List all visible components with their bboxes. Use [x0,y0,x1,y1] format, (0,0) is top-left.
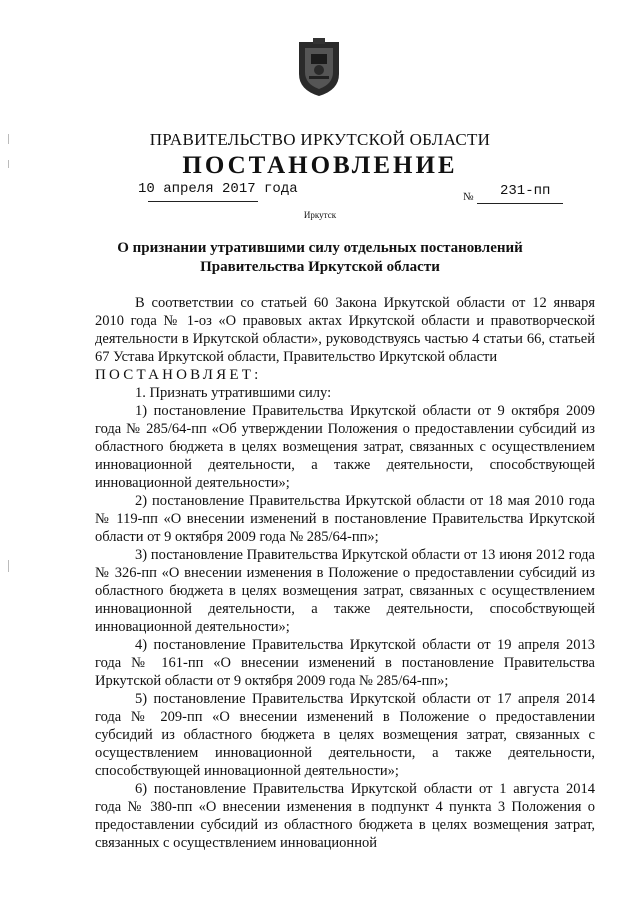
document-body [95,294,595,852]
preamble-paragraph: В соответствии со статьей 60 Закона Иркутской области от 12 января 2010 года № 1-оз «О правовых актах Иркутской области и правотворческой деятельности в Иркутской области», руководствуясь частью 4 статьи 66, статьей 67 Устава Иркутской области, Правительство Иркутской области [95,295,595,365]
date-underline [148,201,258,202]
list-item: 1) постановление Правительства Иркутской области от 9 октября 2009 года № 285/64-пп «Об утверждении Положения о предоставлении субсидий из областного бюджета в целях возмещения затрат, связанных с осуществлением инновационной деятельности, а также деятельности, способствующей инновационной деятельности»; [95,403,595,491]
document-subject [110,239,530,277]
point-paragraph: 1. Признать утратившими силу: [135,385,332,401]
document-type: ПОСТАНОВЛЕНИЕ [182,152,458,179]
list-item: 6) постановление Правительства Иркутской области от 1 августа 2014 года № 380-пп «О внесении изменения в подпункт 4 пункта 3 Положения о предоставлении субсидий из областного бюджета в целях возмещения затрат, связанных с осуществлением инновационной [95,781,595,851]
list-item: 4) постановление Правительства Иркутской области от 19 апреля 2013 года № 161-пп «О внесении изменений в постановление Правительства Иркутской области от 9 октября 2009 года № 285/64-пп»; [95,637,595,689]
document-date: 10 апреля 2017 года [138,181,298,197]
list-item: 3) постановление Правительства Иркутской области от 13 июня 2012 года № 326-пп «О внесении изменения в Положение о предоставлении субсидий из областного бюджета в целях возмещения затрат, связанных с осуществлением инновационной деятельности, а также деятельности, способствующей инновационной деятельности»; [95,547,595,635]
resolves-heading: ПОСТАНОВЛЯЕТ: [95,367,262,383]
list-item: 5) постановление Правительства Иркутской области от 17 апреля 2014 года № 209-пп «О внесении изменений в Положение о предоставлении субсидий из областного бюджета в целях возмещения затрат, связанных с осуществлением инновационной деятельности, а также деятельности, способствующей инновационной деятельности»; [95,691,595,779]
document-number: 231-пп [500,183,551,199]
list-item: 2) постановление Правительства Иркутской области от 18 мая 2010 года № 119-пп «О внесении изменений в постановление Правительства Иркутской области от 9 октября 2009 года № 285/64-пп»; [95,493,595,545]
subject-line: Правительства Иркутской области [200,259,440,275]
coat-of-arms-emblem [297,38,341,98]
subject-line: О признании утратившими силу отдельных постановлений [117,240,523,256]
government-name: ПРАВИТЕЛЬСТВО ИРКУТСКОЙ ОБЛАСТИ [149,130,491,149]
number-underline [477,203,563,204]
number-sign: № [463,191,474,203]
city-name: Иркутск [303,210,337,220]
